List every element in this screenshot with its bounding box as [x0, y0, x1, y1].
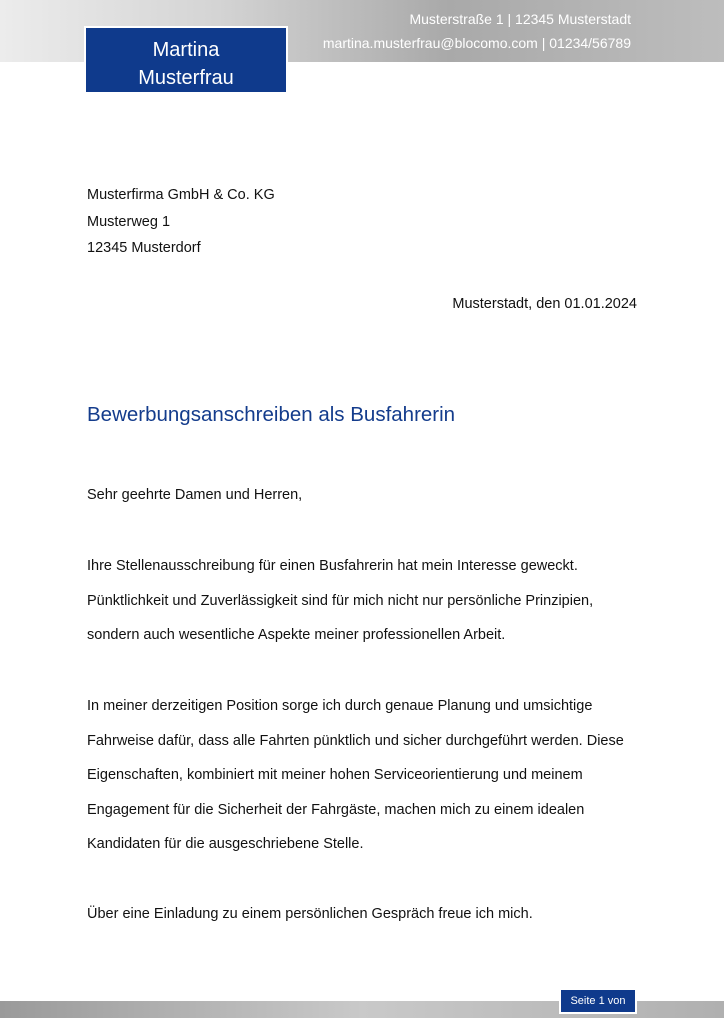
recipient-city: 12345 Musterdorf [87, 240, 201, 256]
sender-last-name: Musterfrau [138, 67, 234, 89]
sender-first-name: Martina [152, 39, 220, 61]
paragraph-1 [87, 549, 593, 653]
paragraph-line: Kandidaten für die ausgeschriebene Stelle. [87, 836, 364, 853]
paragraph-line: sondern auch wesentliche Aspekte meiner professionellen Arbeit. [87, 627, 506, 644]
name-box [84, 26, 288, 94]
recipient-block [87, 182, 275, 262]
paragraph-line: Fahrweise dafür, dass alle Fahrten pünktlich und sicher durchgeführt werden. Diese [87, 732, 624, 749]
paragraph-line: In meiner derzeitigen Position sorge ich durch genaue Planung und umsichtige [87, 698, 593, 714]
paragraph-line: Eigenschaften, kombiniert mit meiner hohen Serviceorientierung und meinem [87, 767, 583, 784]
recipient-company: Musterfirma GmbH & Co. KG [87, 187, 275, 203]
sender-contact: martina.musterfrau@blocomo.com | 01234/56789 [322, 35, 631, 51]
paragraph-line: Engagement für die Sicherheit der Fahrgäste, machen mich zu einem idealen [87, 801, 585, 818]
salutation: Sehr geehrte Damen und Herren, [87, 487, 303, 503]
paragraph-line: Pünktlichkeit und Zuverlässigkeit sind für mich nicht nur persönliche Prinzipien, [87, 592, 594, 609]
paragraph-3 [87, 897, 533, 932]
recipient-street: Musterweg 1 [87, 213, 171, 230]
page-number-badge: Seite 1 von [559, 988, 637, 1014]
letter-date: Musterstadt, den 01.01.2024 [452, 296, 637, 312]
paragraph-line: Über eine Einladung zu einem persönlichen Gespräch freue ich mich. [87, 906, 533, 922]
letter-subject: Bewerbungsanschreiben als Busfahrerin [87, 403, 456, 426]
paragraph-2 [87, 689, 624, 862]
paragraph-line: Ihre Stellenausschreibung für einen Busfahrerin hat mein Interesse geweckt. [87, 558, 578, 574]
sender-address: Musterstraße 1 | 12345 Musterstadt [409, 11, 631, 27]
